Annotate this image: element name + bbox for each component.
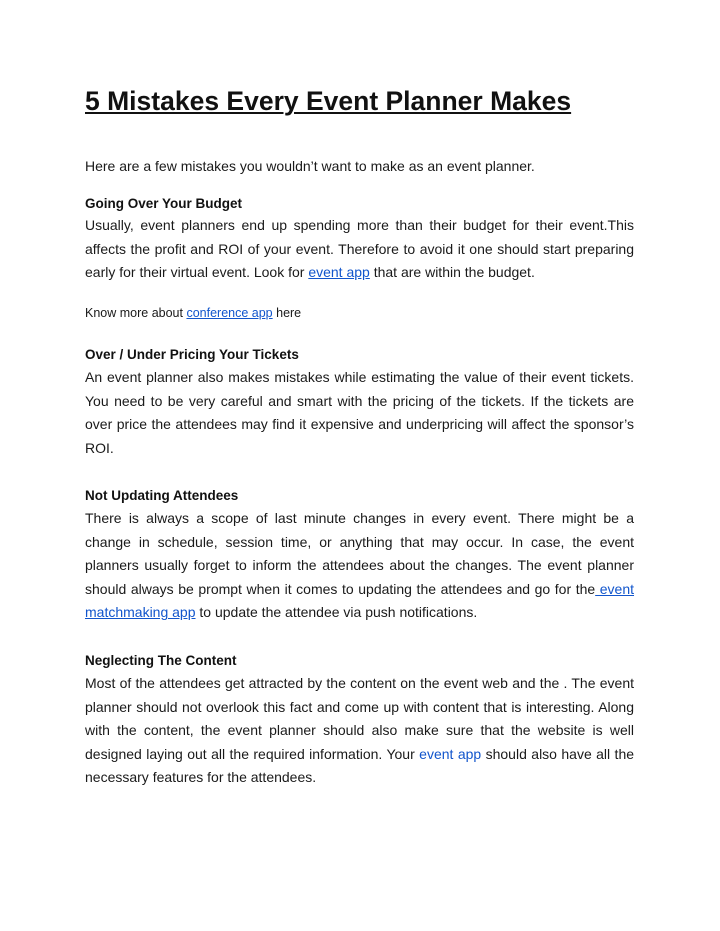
text-line: early for their virtual event. Look for event app that are within the budget. bbox=[85, 264, 535, 281]
text-line: affects the profit and ROI of your event. Therefore to avoid it one should start preparing bbox=[85, 240, 634, 257]
intro-text: Here are a few mistakes you wouldn’t want to make as an event planner. bbox=[85, 158, 535, 174]
section-body-pricing bbox=[85, 366, 634, 460]
text-line: with the content, the event planner should also make sure that the website is well bbox=[85, 722, 634, 739]
text-line: planners usually forget to inform the attendees about the changes. The event planner bbox=[85, 557, 634, 574]
text-line: necessary features for the attendees. bbox=[85, 769, 317, 786]
text-line: Most of the attendees get attracted by the content on the event web and the . The event bbox=[85, 675, 634, 691]
section-heading-pricing: Over / Under Pricing Your Tickets bbox=[85, 347, 299, 362]
text-line: You need to be very careful and smart with the pricing of the tickets. If the tickets are bbox=[85, 392, 634, 409]
event-matchmaking-app-link[interactable]: event bbox=[595, 580, 635, 597]
event-matchmaking-app-link-cont[interactable]: matchmaking app bbox=[85, 604, 196, 621]
section-heading-attendees: Not Updating Attendees bbox=[85, 488, 239, 503]
text-line: change in schedule, session time, or anything that may occur. In case, the event bbox=[85, 533, 634, 550]
section-body-budget bbox=[85, 214, 634, 285]
text-line: matchmaking app to update the attendee via push notifications. bbox=[85, 604, 478, 621]
text-line: ROI. bbox=[85, 439, 114, 456]
section-heading-budget: Going Over Your Budget bbox=[85, 196, 243, 211]
event-app-link-2[interactable]: event app bbox=[419, 745, 482, 762]
text-line: should always be prompt when it comes to updating the attendees and go for the event bbox=[85, 580, 635, 597]
section-body-attendees bbox=[85, 507, 634, 625]
text-line: There is always a scope of last minute changes in every event. There might be a bbox=[85, 510, 634, 526]
text-line: designed laying out all the required information. Your event app should also have all the bbox=[85, 745, 635, 762]
text-line: An event planner also makes mistakes while estimating the value of their event tickets. bbox=[85, 369, 634, 385]
page-title: 5 Mistakes Every Event Planner Makes bbox=[85, 86, 572, 116]
section-body-content bbox=[85, 672, 634, 790]
conference-app-note: Know more about conference app here bbox=[85, 306, 302, 320]
section-heading-content: Neglecting The Content bbox=[85, 653, 237, 668]
text-line: Usually, event planners end up spending more than their budget for their event.This bbox=[85, 217, 634, 233]
conference-app-link[interactable]: conference app bbox=[186, 306, 273, 320]
text-line: over price the attendees may find it expensive and underpricing will affect the sponsor’s bbox=[85, 416, 634, 433]
text-line: planner should not overlook this fact and come up with content that is interesting. Along bbox=[85, 698, 634, 715]
event-app-link[interactable]: event app bbox=[308, 264, 370, 281]
